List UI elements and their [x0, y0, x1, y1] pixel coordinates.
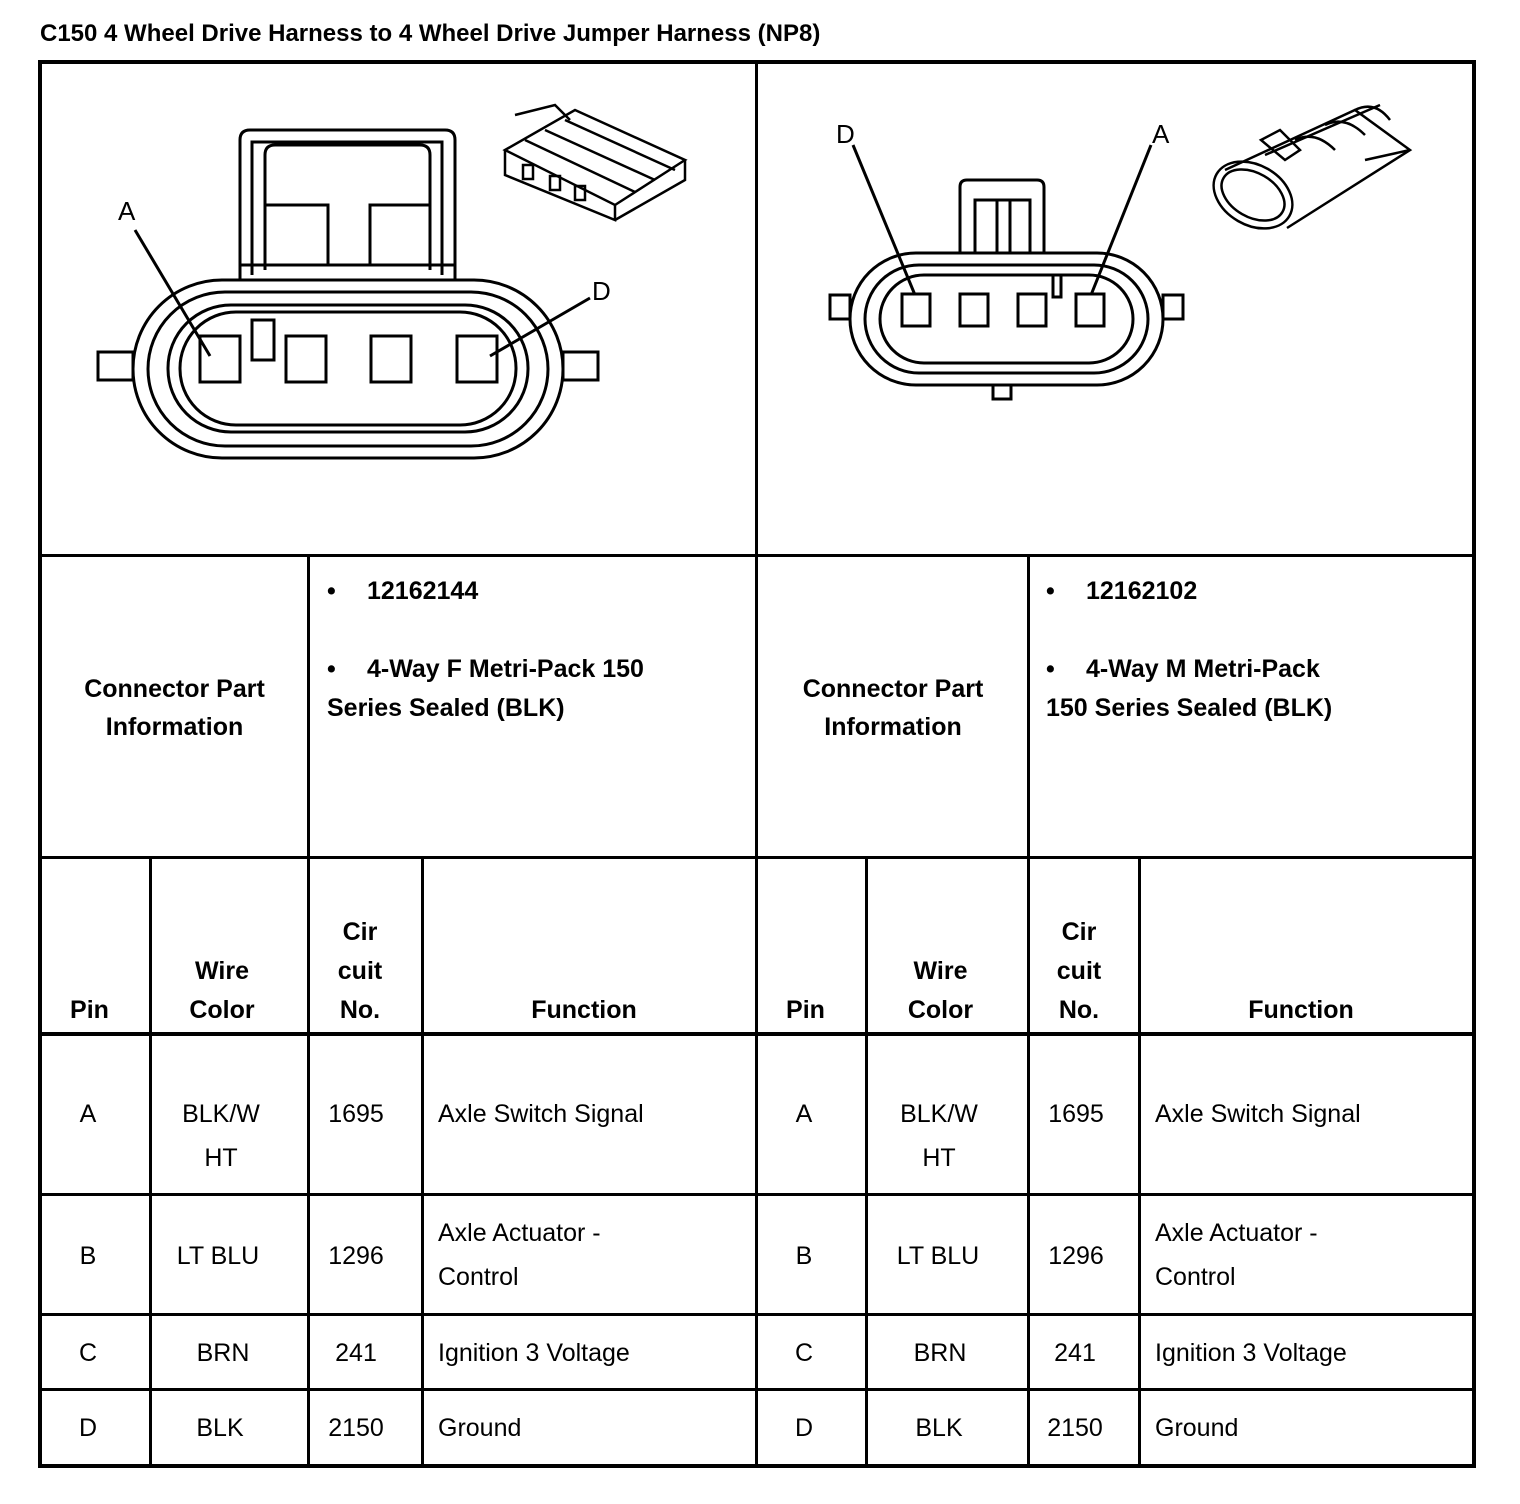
- left-row-b-pin: B: [79, 1242, 97, 1270]
- left-description-line2: Series Sealed (BLK): [327, 694, 565, 722]
- right-header-wire: [868, 952, 1013, 1030]
- left-row-c-circuit: 241: [335, 1339, 377, 1367]
- right-row-c-function: Ignition 3 Voltage: [1155, 1339, 1347, 1367]
- right-row-b-pin: B: [795, 1242, 813, 1270]
- right-connector-face-diagram: [825, 115, 1185, 415]
- left-row-b-wire: LT BLU: [176, 1242, 260, 1270]
- right-pin-label-a: A: [1152, 119, 1170, 149]
- left-row-a-pin: A: [79, 1100, 97, 1128]
- right-row-c-pin: C: [794, 1339, 814, 1367]
- header-wire-line1: Wire: [195, 957, 249, 985]
- right-row-b-function: [1155, 1211, 1465, 1299]
- right-description-line2: 150 Series Sealed (BLK): [1046, 694, 1333, 722]
- right-header-function: Function: [1248, 996, 1354, 1024]
- right-connector-isometric-icon: [1205, 100, 1420, 250]
- bullet-icon: •: [327, 577, 336, 605]
- info-row-divider: [38, 856, 1476, 859]
- function-line1: Axle Actuator -: [1155, 1219, 1318, 1247]
- right-col-cir-divider: [1138, 856, 1141, 1468]
- right-row-a-circuit: 1695: [1048, 1100, 1104, 1128]
- right-row-a-pin: A: [795, 1100, 813, 1128]
- left-col-cir-divider: [421, 856, 424, 1468]
- row-a-divider: [38, 1193, 1476, 1196]
- header-cir-line1: Cir: [342, 918, 378, 946]
- left-pin-label-d: D: [592, 276, 611, 306]
- right-part-info: [1046, 572, 1466, 728]
- left-part-number: 12162144: [367, 577, 479, 605]
- header-row-divider: [38, 1032, 1476, 1036]
- left-info-label-line2: Information: [105, 713, 244, 741]
- right-header-pin: Pin: [786, 996, 825, 1024]
- function-line2: Control: [438, 1263, 519, 1291]
- right-row-d-pin: D: [794, 1414, 814, 1442]
- left-header-function: Function: [531, 996, 637, 1024]
- table-border-right: [1472, 60, 1476, 1468]
- right-row-d-wire: BLK: [915, 1414, 963, 1442]
- right-info-label-line2: Information: [824, 713, 962, 741]
- header-cir-line1: Cir: [1061, 918, 1097, 946]
- left-header-wire: [152, 952, 292, 1030]
- right-row-d-function: Ground: [1155, 1414, 1239, 1442]
- left-header-pin: Pin: [70, 996, 109, 1024]
- image-row-divider: [38, 554, 1476, 557]
- header-wire-line2: Color: [189, 996, 255, 1024]
- right-row-c-circuit: 241: [1054, 1339, 1096, 1367]
- wire-line2: HT: [204, 1144, 238, 1172]
- bullet-icon: •: [1046, 655, 1055, 683]
- left-info-label: [42, 670, 307, 746]
- right-description-line1: 4-Way M Metri-Pack: [1086, 655, 1320, 683]
- right-info-label: [758, 670, 1028, 746]
- right-part-number: 12162102: [1086, 577, 1198, 605]
- wire-line2: HT: [922, 1144, 956, 1172]
- right-pin-label-d: D: [836, 119, 855, 149]
- function-line1: Axle Actuator -: [438, 1219, 601, 1247]
- wire-line1: BLK/W: [900, 1100, 978, 1128]
- wire-line1: BLK/W: [182, 1100, 260, 1128]
- left-row-d-pin: D: [78, 1414, 98, 1442]
- row-b-divider: [38, 1313, 1476, 1316]
- right-row-b-circuit: 1296: [1048, 1242, 1104, 1270]
- header-cir-line2: cuit: [337, 957, 383, 985]
- bullet-icon: •: [1046, 577, 1055, 605]
- left-connector-isometric-icon: [495, 100, 695, 225]
- row-c-divider: [38, 1388, 1476, 1391]
- right-row-a-function: Axle Switch Signal: [1155, 1100, 1361, 1128]
- page-title: C150 4 Wheel Drive Harness to 4 Wheel Drive Jumper Harness (NP8): [40, 20, 821, 47]
- left-row-a-circuit: 1695: [328, 1100, 384, 1128]
- left-row-a-function: Axle Switch Signal: [438, 1100, 644, 1128]
- left-row-d-function: Ground: [438, 1414, 522, 1442]
- left-row-a-wire: [152, 1092, 290, 1180]
- left-row-c-pin: C: [78, 1339, 98, 1367]
- bullet-icon: •: [327, 655, 336, 683]
- left-description-line1: 4-Way F Metri-Pack 150: [367, 655, 644, 683]
- left-row-d-wire: BLK: [196, 1414, 244, 1442]
- left-row-b-function: [438, 1211, 748, 1299]
- left-part-info: [327, 572, 747, 728]
- right-row-c-wire: BRN: [913, 1339, 967, 1367]
- left-pin-label-a: A: [118, 196, 136, 226]
- left-info-label-line1: Connector Part: [84, 675, 265, 703]
- left-row-c-wire: BRN: [196, 1339, 250, 1367]
- left-header-circuit: [310, 913, 410, 1030]
- right-header-circuit: [1030, 913, 1128, 1030]
- header-cir-line3: No.: [339, 996, 381, 1024]
- header-cir-line3: No.: [1058, 996, 1100, 1024]
- left-row-c-function: Ignition 3 Voltage: [438, 1339, 630, 1367]
- right-info-label-line1: Connector Part: [802, 675, 984, 703]
- right-row-b-wire: LT BLU: [896, 1242, 980, 1270]
- header-cir-line2: cuit: [1056, 957, 1102, 985]
- header-wire-line1: Wire: [913, 957, 968, 985]
- header-wire-line2: Color: [907, 996, 974, 1024]
- right-row-d-circuit: 2150: [1047, 1414, 1103, 1442]
- right-row-a-wire: [868, 1092, 1010, 1180]
- left-row-b-circuit: 1296: [328, 1242, 384, 1270]
- left-row-d-circuit: 2150: [328, 1414, 384, 1442]
- function-line2: Control: [1155, 1263, 1236, 1291]
